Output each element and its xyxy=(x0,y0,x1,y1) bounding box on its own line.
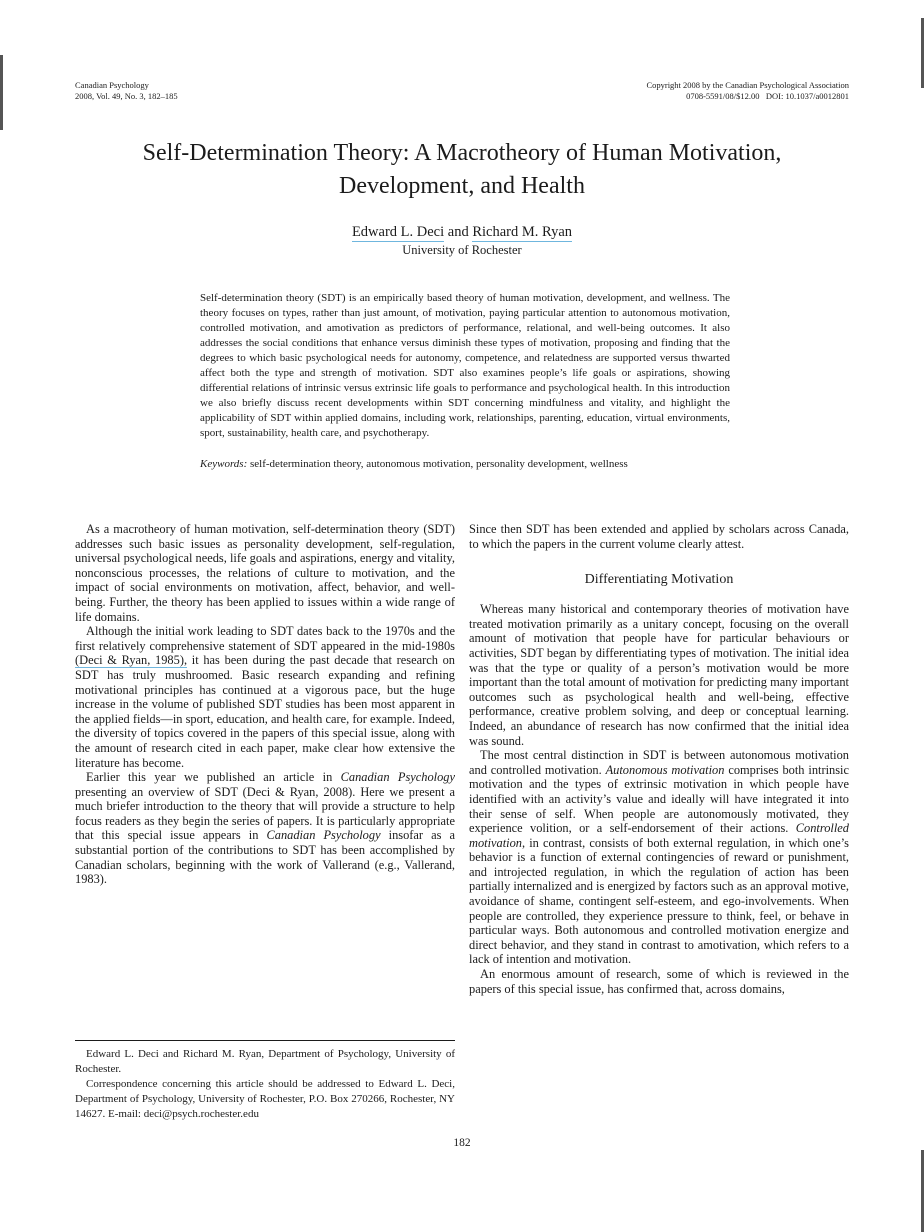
body-paragraph xyxy=(469,602,849,748)
text-run: As a macrotheory of human motivation, self-determination theory (SDT) addresses such basic issues as personality development, self-regulation, universal psychological needs, life goals and aspirations, energy and vitality, nonconscious processes, the relations of culture to motivation, and the impact of social environments on motivation, affect, behavior, and well-being. Further, the theory has been applied to issues within a wide range of life domains. xyxy=(75,522,455,624)
body-paragraph xyxy=(75,522,455,624)
body-paragraph xyxy=(469,967,849,996)
copyright-line: Copyright 2008 by the Canadian Psychological Association xyxy=(646,80,849,90)
text-run: Although the initial work leading to SDT dates back to the 1970s and the first relatively comprehensive statement of SDT appeared in the mid-1980s xyxy=(75,624,455,653)
author-note xyxy=(75,1040,455,1122)
text-run: Edward L. Deci and Richard M. Ryan, Department of Psychology, University of Rochester. xyxy=(75,1048,455,1075)
text-run: presenting an overview of SDT (Deci & Ryan, 2008). Here we present a much briefer introduction to the theory that will provide a structure to help focus readers as they begin the series of papers. It is particularly appropriate that this special issue appears in xyxy=(75,784,455,843)
text-run: Whereas many historical and contemporary theories of motivation have treated motivation primarily as a unitary concept, focusing on the overall amount of motivation that people have for particular behaviours or activities, SDT began by differentiating types of motivation. The initial idea was that the type or quality of a person’s motivation would be more important than the total amount of motivation for predicting many important outcomes such as psychological health and well-being, effective performance, creative problem solving, and deep or conceptual learning. Indeed, an abundance of research has now confirmed that the initial idea was sound. xyxy=(469,602,849,748)
left-column-text xyxy=(75,522,455,887)
text-run: insofar as a substantial portion of the contributions to SDT has been accomplished by Canadian scholars, beginning with the work of Vallerand (e.g., Vallerand, 1983). xyxy=(75,828,455,887)
article-title xyxy=(75,137,849,203)
text-run: An enormous amount of research, some of which is reviewed in the papers of this special issue, has confirmed that, across domains, xyxy=(469,967,849,996)
page-number: 182 xyxy=(453,1137,471,1149)
right-column-intro xyxy=(469,522,849,551)
left-column xyxy=(75,522,455,1122)
journal-header xyxy=(75,80,849,101)
body-paragraph xyxy=(469,748,849,967)
affiliation: University of Rochester xyxy=(402,243,522,257)
italic-text: Autonomous motivation xyxy=(605,762,725,777)
byline-separator: and xyxy=(444,224,473,240)
article-title-line2: Development, and Health xyxy=(339,173,585,199)
article-title-line1: Self-Determination Theory: A Macrotheory of Human Motivation, xyxy=(142,140,782,166)
right-column xyxy=(469,522,849,1122)
author-link-deci[interactable]: Edward L. Deci xyxy=(351,224,445,240)
journal-issue-info: 2008, Vol. 49, No. 3, 182–185 xyxy=(75,90,178,101)
keywords-label: Keywords: xyxy=(200,458,248,470)
author-link-ryan[interactable]: Richard M. Ryan xyxy=(472,224,573,240)
body-paragraph xyxy=(75,624,455,770)
keywords-text: self-determination theory, autonomous motivation, personality development, wellness xyxy=(247,458,628,470)
text-run: it has been during the past decade that research on SDT has truly mushroomed. Basic research expanding and refining motivational principles has continued at a vigorous pace, but the huge increase in the volume of published SDT studies has been most apparent in the applied fields—in sport, education, and health care, for example. Indeed, the diversity of topics covered in the papers of this special issue, along with the amount of research cited in each paper, make clear how extensive the literature has become. xyxy=(75,653,455,770)
body-paragraph xyxy=(75,770,455,887)
text-run: Correspondence concerning this article should be addressed to Edward L. Deci, Department of Psychology, University of Rochester, P.O. Box 270266, Rochester, NY 14627. E-mail: deci@psych.rochester.edu xyxy=(75,1078,455,1120)
journal-name: Canadian Psychology xyxy=(75,80,149,90)
text-run: Since then SDT has been extended and applied by scholars across Canada, to which the papers in the current volume clearly attest. xyxy=(469,522,849,551)
text-run: Earlier this year we published an article in xyxy=(86,770,341,785)
body-columns xyxy=(75,522,849,1122)
keywords-line xyxy=(200,457,730,472)
italic-text: Controlled motivation xyxy=(469,821,849,850)
body-paragraph xyxy=(469,522,849,551)
citation-link[interactable]: (Deci & Ryan, 1985), xyxy=(75,653,188,668)
text-run: , in contrast, consists of both external regulation, in which one’s behavior is a function of external contingencies of reward or punishment, and introjected regulation, in which the regulation of action has been partially internalized and is energized by factors such as an approval motive, avoidance of shame, contingent self-esteem, and ego-involvements. When people are controlled, they experience pressure to think, feel, or behave in particular ways. Both autonomous and controlled motivation energize and direct behavior, and they stand in contrast to amotivation, which refers to a lack of intention and motivation. xyxy=(469,835,849,967)
body-paragraph xyxy=(75,1077,455,1122)
section-heading: Differentiating Motivation xyxy=(584,572,734,588)
text-run: The most central distinction in SDT is between autonomous motivation and controlled motivation. xyxy=(469,748,849,777)
right-column-text xyxy=(469,602,849,996)
italic-text: Canadian Psychology xyxy=(266,828,381,843)
text-run: comprises both intrinsic motivation and the types of extrinsic motivation in which people have identified with an activity’s value and ideally will have integrated it into their sense of self. When people are autonomously motivated, they experience volition, or a self-endorsement of their actions. xyxy=(469,762,849,836)
issn-doi-line: 0708-5591/08/$12.00 DOI: 10.1037/a0012801 xyxy=(686,90,849,101)
scan-artifact-left xyxy=(0,55,3,130)
body-paragraph xyxy=(75,1047,455,1077)
byline xyxy=(75,224,849,241)
italic-text: Canadian Psychology xyxy=(340,770,455,785)
abstract: Self-determination theory (SDT) is an empirically based theory of human motivation, development, and wellness. The theory focuses on types, rather than just amount, of motivation, paying particular attention to autonomous motivation, controlled motivation, and amotivation as predictors of performance, relational, and well-being outcomes. It also addresses the social conditions that enhance versus diminish these types of motivation, proposing and finding that the degrees to which basic psychological needs for autonomy, competence, and relatedness are supported versus thwarted affect both the type and strength of motivation. SDT also examines people’s life goals or aspirations, showing differential relations of intrinsic versus extrinsic life goals to performance and psychological health. In this introduction we also briefly discuss recent developments within SDT concerning mindfulness and vitality, and highlight the applicability of SDT within applied domains, including work, relationships, parenting, education, virtual environments, sport, sustainability, health care, and psychotherapy. xyxy=(200,292,730,439)
